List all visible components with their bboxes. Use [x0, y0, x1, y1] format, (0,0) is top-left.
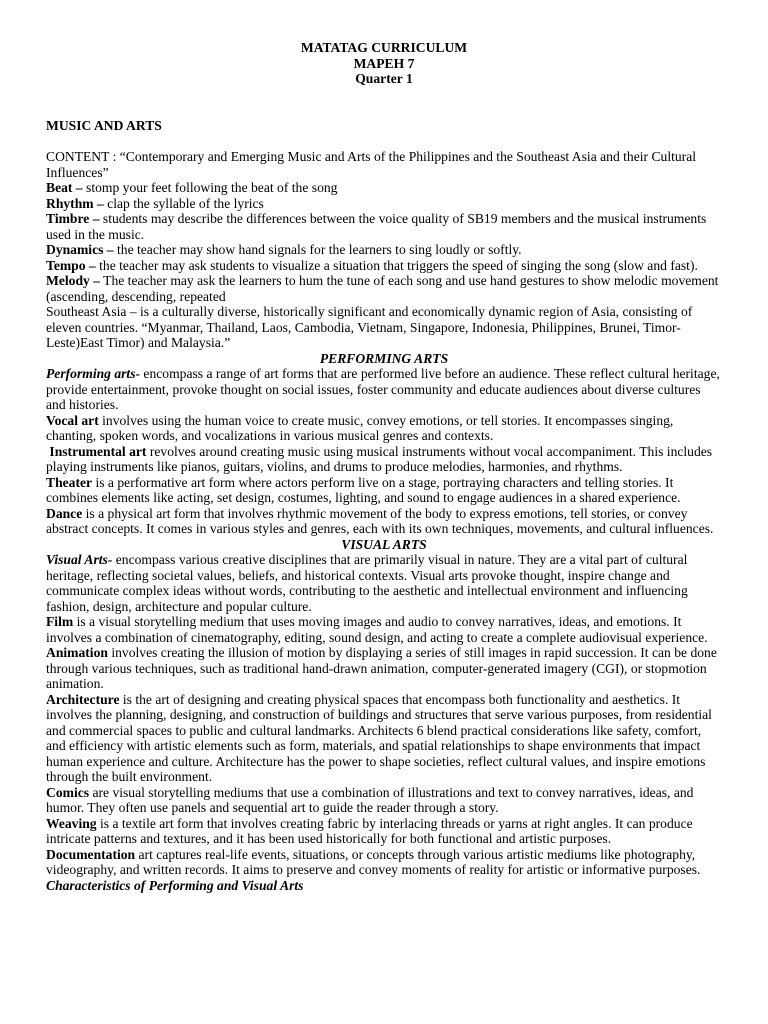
visual-item-animation [46, 645, 722, 692]
visual-arts-intro [46, 552, 722, 614]
visual-item-comics [46, 785, 722, 816]
performing-arts-intro [46, 366, 722, 413]
element-text: clap the syllable of the lyrics [103, 195, 264, 211]
element-term: Dynamics – [46, 242, 114, 257]
visual-item-documentation [46, 847, 722, 878]
element-term: Rhythm – [46, 195, 104, 211]
item-term: Vocal art [46, 412, 99, 428]
element-term: Tempo – [46, 257, 96, 273]
item-term: Instrumental art [46, 443, 147, 459]
element-text: the teacher may show hand signals for the learners to sing loudly or softly. [113, 242, 522, 257]
item-term: Dance [46, 505, 83, 521]
element-rhythm [46, 196, 722, 212]
visual-arts-heading: VISUAL ARTS [341, 536, 427, 552]
content-statement: CONTENT : “Contemporary and Emerging Music and Arts of the Philippines and the Southeast Asia and their Cultural Influences” [46, 149, 697, 180]
element-text: The teacher may ask the learners to hum the tune of each song and use hand gestures to show melodic movement (ascending, descending, repeated [46, 273, 719, 304]
element-term: Timbre – [46, 211, 100, 226]
item-text: involves using the human voice to create music, convey emotions, or tell stories. It encompasses singing, chanting, spoken words, and vocalizations in various musical genres and contexts. [46, 412, 674, 443]
intro-term: Visual Arts- [46, 552, 113, 567]
visual-item-architecture [46, 692, 722, 785]
item-text: revolves around creating music using musical instruments without vocal accompaniment. This includes playing instruments like pianos, guitars, violins, and drums to produce melodies, harmonies, and rhythms. [46, 443, 713, 474]
performing-item-dance [46, 506, 722, 537]
item-term: Theater [46, 474, 93, 490]
performing-item-theater [46, 475, 722, 506]
intro-term: Performing arts- [46, 366, 141, 381]
element-tempo [46, 258, 722, 274]
intro-text: encompass a range of art forms that are performed live before an audience. These reflect cultural heritage, provide entertainment, provoke thought on social issues, foster community and educate audiences about diverse cultures and histories. [46, 366, 720, 412]
section-title: MUSIC AND ARTS [46, 117, 162, 133]
element-melody [46, 273, 722, 304]
element-term: Melody – [46, 273, 100, 288]
item-text: art captures real-life events, situations, or concepts through various artistic mediums like photography, videography, and written records. It aims to preserve and convey moments of reality for artistic or informative purposes. [46, 846, 701, 877]
item-term: Weaving [46, 815, 97, 831]
intro-text: encompass various creative disciplines that are primarily visual in nature. They are a vital part of cultural heritage, reflecting societal values, beliefs, and historical contexts. Visual arts provoke thought, inspire change and communicate complex ideas without words, contributing to the aesthetic and intellectual environment and influencing fashion, design, architecture and popular culture. [46, 552, 688, 614]
subject-title: MAPEH 7 [353, 55, 415, 71]
item-term: Comics [46, 784, 90, 800]
item-text: is a textile art form that involves creating fabric by interlacing threads or yarns at right angles. It can produce intricate patterns and textures, and it has been used historically for both functional and artistic purposes. [46, 815, 693, 846]
performing-item-vocal [46, 413, 722, 444]
element-text: students may describe the differences between the voice quality of SB19 members and the musical instruments used in the music. [46, 211, 707, 242]
performing-arts-heading: PERFORMING ARTS [319, 350, 449, 366]
document-header [46, 40, 722, 87]
element-timbre [46, 211, 722, 242]
visual-item-film [46, 614, 722, 645]
element-dynamics [46, 242, 722, 258]
element-term: Beat – [46, 180, 83, 195]
element-text: the teacher may ask students to visualize a situation that triggers the speed of singing the song (slow and fast). [95, 257, 698, 273]
item-text: are visual storytelling mediums that use a combination of illustrations and text to convey narratives, ideas, and humor. They often use panels and sequential art to guide the reader through a story. [46, 784, 694, 815]
item-text: involves creating the illusion of motion by displaying a series of still images in rapid succession. It can be done through various techniques, such as traditional hand-drawn animation, computer-generated imagery (CGI), or stopmotion animation. [46, 645, 717, 691]
element-text: stomp your feet following the beat of the song [82, 180, 338, 195]
item-term: Animation [46, 645, 108, 660]
performing-item-instrumental [46, 444, 722, 475]
curriculum-title: MATATAG CURRICULUM [300, 40, 468, 55]
item-text: is the art of designing and creating physical spaces that encompass both functionality and aesthetics. It involves the planning, designing, and construction of buildings and structures that serve various purposes, from residential and commercial spaces to public and cultural landmarks. Architects 6 blend practical considerations like safety, comfort, and efficiency with artistic elements such as form, materials, and spatial relationships to shape environments that impact human experience and culture. Architecture has the power to shape societies, reflect cultural values, and inspire emotions through the built environment. [46, 691, 712, 784]
element-beat [46, 180, 722, 196]
item-text: is a visual storytelling medium that uses moving images and audio to convey narratives, ideas, and emotions. It involves a combination of cinematography, editing, sound design, and acting to create a complete audiovisual experience. [46, 614, 708, 645]
item-text: is a performative art form where actors perform live on a stage, portraying characters and telling stories. It combines elements like acting, set design, costumes, lighting, and sound to engage audiences in a shared experience. [46, 474, 681, 505]
southeast-asia-paragraph: Southeast Asia – is a culturally diverse, historically significant and economically dynamic region of Asia, consisting of eleven countries. “Myanmar, Thailand, Laos, Cambodia, Vietnam, Singapore, Indonesia, Philippines, Brunei, Timor-Leste)East Timor) and Malaysia.” [46, 304, 693, 350]
characteristics-heading: Characteristics of Performing and Visual Arts [46, 877, 304, 893]
quarter-title: Quarter 1 [355, 71, 413, 86]
item-term: Film [46, 614, 74, 629]
document-page [46, 40, 722, 893]
item-text: is a physical art form that involves rhythmic movement of the body to express emotions, tell stories, or convey abstract concepts. It comes in various styles and genres, each with its own techniques, movements, and cultural influences. [46, 505, 714, 536]
item-term: Architecture [46, 691, 120, 707]
item-term: Documentation [46, 846, 136, 862]
visual-item-weaving [46, 816, 722, 847]
